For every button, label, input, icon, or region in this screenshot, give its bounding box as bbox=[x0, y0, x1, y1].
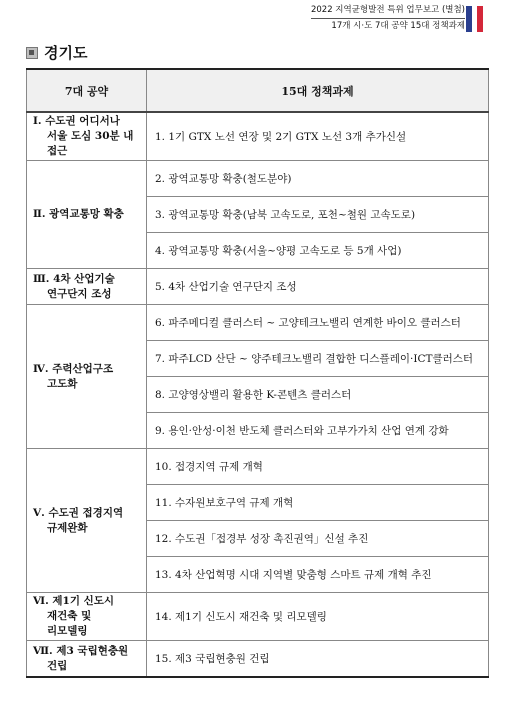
pledge-text: Ⅲ. 4차 산업기술 bbox=[33, 272, 115, 285]
task-cell: 1. 1기 GTX 노선 연장 및 2기 GTX 노선 3개 추가신설 bbox=[147, 112, 489, 161]
pledge-text: Ⅱ. 광역교통망 확충 bbox=[33, 208, 124, 220]
task-cell: 5. 4차 산업기술 연구단지 조성 bbox=[147, 269, 489, 305]
header-rule bbox=[311, 18, 465, 19]
header-subtitle: 17개 시·도 7대 공약 15대 정책과제 bbox=[331, 21, 465, 31]
header-report-title: 2022 지역균형발전 특위 업무보고 (별첨) bbox=[310, 5, 465, 15]
table-row bbox=[27, 112, 489, 161]
pledge-text: Ⅵ. 제1기 신도시 bbox=[33, 595, 115, 607]
task-cell: 8. 고양영상밸리 활용한 K-콘텐츠 클러스터 bbox=[147, 377, 489, 413]
pledge-text: 고도화 bbox=[47, 377, 78, 390]
column-header-pledge: 7대 공약 bbox=[27, 69, 147, 112]
pledge-text: Ⅴ. 수도권 접경지역 bbox=[33, 506, 124, 519]
task-cell: 11. 수자원보호구역 규제 개혁 bbox=[147, 485, 489, 521]
task-cell: 10. 접경지역 규제 개혁 bbox=[147, 449, 489, 485]
task-cell: 4. 광역교통망 확충(서울~양평 고속도로 등 5개 사업) bbox=[147, 233, 489, 269]
task-cell: 3. 광역교통망 확충(남북 고속도로, 포천~철원 고속도로) bbox=[147, 197, 489, 233]
section-title: 경기도 bbox=[44, 44, 88, 62]
task-cell: 7. 파주LCD 산단 ~ 양주테크노밸리 결합한 디스플레이·ICT클러스터 bbox=[147, 341, 489, 377]
table-row bbox=[27, 593, 489, 641]
pledge-text: 건립 bbox=[47, 659, 68, 672]
task-cell: 6. 파주메디컬 클러스터 ~ 고양테크노밸리 연계한 바이오 클러스터 bbox=[147, 305, 489, 341]
pledge-cell bbox=[27, 161, 147, 269]
task-cell: 13. 4차 산업혁명 시대 지역별 맞춤형 스마트 규제 개혁 추진 bbox=[147, 557, 489, 593]
task-cell: 14. 제1기 신도시 재건축 및 리모델링 bbox=[147, 593, 489, 641]
pledge-cell bbox=[27, 112, 147, 161]
table-row bbox=[27, 449, 489, 485]
task-cell: 2. 광역교통망 확충(철도분야) bbox=[147, 161, 489, 197]
pledge-text: 연구단지 조성 bbox=[47, 287, 112, 300]
pledge-text: 접근 bbox=[47, 145, 68, 157]
task-cell: 9. 용인·안성·이천 반도체 클러스터와 고부가가치 산업 연계 강화 bbox=[147, 413, 489, 449]
pledge-text: Ⅰ. 수도권 어디서나 bbox=[33, 115, 120, 127]
section-heading bbox=[26, 42, 87, 63]
pledge-cell bbox=[27, 593, 147, 641]
pledge-cell bbox=[27, 641, 147, 678]
page-header bbox=[311, 4, 465, 32]
policy-table bbox=[26, 68, 489, 678]
task-cell: 15. 제3 국립현충원 건립 bbox=[147, 641, 489, 678]
pledge-text: Ⅳ. 주력산업구조 bbox=[33, 362, 114, 375]
pledge-text: Ⅶ. 제3 국립현충원 bbox=[33, 644, 129, 657]
pledge-cell bbox=[27, 269, 147, 305]
pledge-text: 리모델링 bbox=[47, 625, 88, 637]
square-bullet-icon bbox=[26, 47, 38, 59]
pledge-cell bbox=[27, 449, 147, 593]
task-cell: 12. 수도권「접경부 성장 촉진권역」신설 추진 bbox=[147, 521, 489, 557]
table-row bbox=[27, 305, 489, 341]
pledge-text: 재건축 및 bbox=[47, 610, 92, 622]
table-row bbox=[27, 161, 489, 197]
table-row bbox=[27, 641, 489, 678]
pledge-text: 서울 도심 30분 내 bbox=[47, 130, 134, 142]
table-body bbox=[27, 112, 489, 677]
flag-icon bbox=[466, 6, 488, 32]
table-header-row bbox=[27, 69, 489, 112]
table-row bbox=[27, 269, 489, 305]
pledge-cell bbox=[27, 305, 147, 449]
column-header-tasks: 15대 정책과제 bbox=[147, 69, 489, 112]
pledge-text: 규제완화 bbox=[47, 521, 88, 534]
